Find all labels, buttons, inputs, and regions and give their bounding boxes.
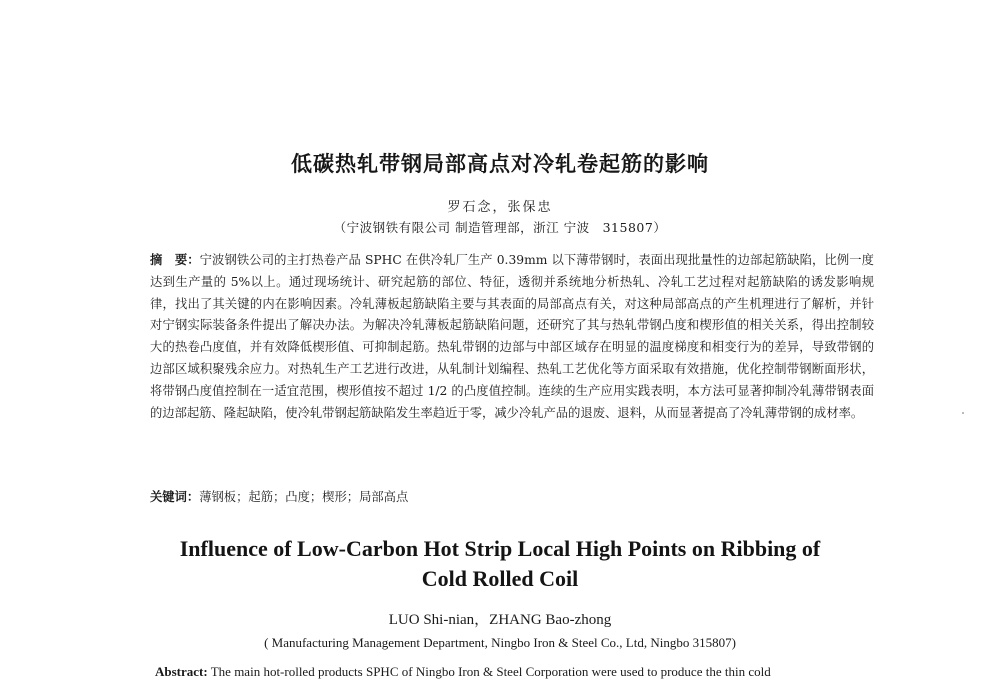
english-affiliation: ( Manufacturing Management Department, Ningbo Iron & Steel Co., Ltd, Ningbo 315807)	[264, 635, 736, 650]
chinese-keywords	[150, 487, 408, 505]
chinese-abstract	[150, 250, 874, 424]
english-abstract-label: Abstract:	[155, 664, 208, 679]
chinese-affiliation: （宁波钢铁有限公司 制造管理部，浙江 宁波 315807）	[333, 220, 667, 235]
chinese-keywords-text: 薄钢板；起筋；凸度；楔形；局部高点	[199, 490, 409, 504]
english-title	[0, 534, 1000, 594]
chinese-abstract-text: 宁波钢铁公司的主打热卷产品 SPHC 在供冷轧厂生产 0.39mm 以下薄带钢时，表面出现批量性的边部起筋缺陷，比例一度达到生产量的 5%以上。通过现场统计、研究起筋的部位、特征，透彻并系统地分析热轧、冷轧工艺过程对起筋缺陷的诱发影响规律，找出了其关键的内在影响因素。冷轧薄板起筋缺陷主要与其表面的局部高点有关，对这种局部高点的产生机理进行了解析，并针对宁钢实际装备条件提出了解决办法。为解决冷轧薄板起筋缺陷问题，还研究了其与热轧带钢凸度和楔形值的相关关系，得出控制较大的热卷凸度值，并有效降低楔形值、可抑制起筋。热轧带钢的边部与中部区域存在明显的温度梯度和相变行为的差异，导致带钢的边部区域积聚残余应力。对热轧生产工艺进行改进，从轧制计划编程、热轧工艺优化等方面采取有效措施，优化控制带钢断面形状，将带钢凸度值控制在一适宜范围，楔形值按不超过 1/2 的凸度值控制。连续的生产应用实践表明，本方法可显著抑制冷轧薄带钢表面的边部起筋、隆起缺陷，使冷轧带钢起筋缺陷发生率趋近于零，减少冷轧产品的退废、退料，从而显著提高了冷轧薄带钢的成材率。	[150, 253, 874, 420]
scan-speck	[962, 412, 964, 414]
english-abstract	[155, 664, 885, 680]
english-title-line-2: Cold Rolled Coil	[421, 566, 579, 591]
english-authors: LUO Shi-nian，ZHANG Bao-zhong	[388, 612, 612, 628]
chinese-abstract-label: 摘 要：	[150, 253, 200, 267]
chinese-title: 低碳热轧带钢局部高点对冷轧卷起筋的影响	[291, 152, 709, 176]
chinese-authors: 罗石念，张保忠	[447, 200, 553, 215]
english-abstract-text: The main hot-rolled products SPHC of Ningbo Iron & Steel Corporation were used to produce the thin cold	[210, 664, 771, 679]
chinese-keywords-label: 关键词：	[150, 490, 200, 504]
english-title-line-1: Influence of Low-Carbon Hot Strip Local High Points on Ribbing of	[179, 536, 821, 561]
